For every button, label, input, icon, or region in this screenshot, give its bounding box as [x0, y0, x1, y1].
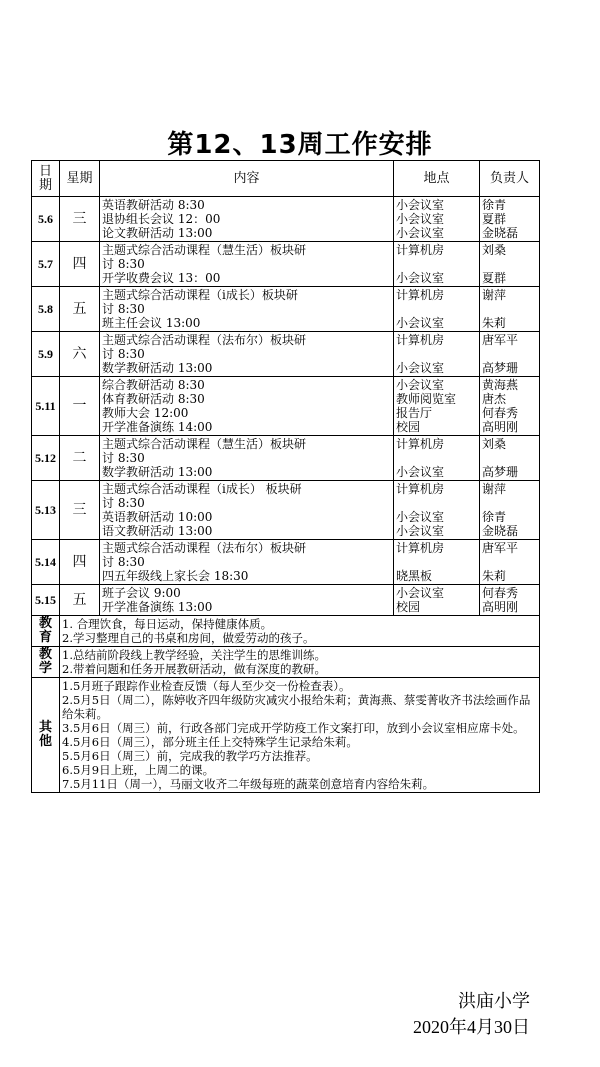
content-line: 主题式综合活动课程（慧生活）板块研	[102, 437, 307, 451]
person-cell	[480, 481, 540, 540]
blank-line	[482, 496, 537, 510]
content-line: 数学教研活动 13:00	[102, 361, 213, 375]
person-line: 唐杰	[482, 392, 507, 406]
weekday-cell: 三	[60, 197, 100, 242]
blank-line	[482, 257, 537, 271]
person-line: 何春秀	[482, 406, 519, 420]
content-line: 体育教研活动 8:30	[102, 392, 205, 406]
person-cell	[480, 540, 540, 585]
person-line: 刘桑	[482, 243, 507, 257]
person-line: 高明刚	[482, 420, 519, 434]
person-cell	[480, 436, 540, 481]
weekday-cell: 四	[60, 540, 100, 585]
content-line: 退协组长会议 12：00	[102, 212, 221, 226]
content-line: 讨 8:30	[102, 257, 145, 271]
section-content	[60, 616, 540, 647]
location-line: 小会议室	[396, 524, 445, 538]
location-line: 小会议室	[396, 465, 445, 479]
person-cell	[480, 585, 540, 616]
header-weekday: 星期	[60, 161, 100, 197]
person-line: 夏群	[482, 271, 507, 285]
content-line: 讨 8:30	[102, 496, 145, 510]
section-line: 1. 合理饮食，每日运动，保持健康体质。	[62, 617, 273, 631]
page-title: 第12、13周工作安排	[167, 130, 433, 160]
person-line: 金晓磊	[482, 226, 519, 240]
section-label-char: 教	[38, 616, 52, 631]
person-line: 谢萍	[482, 288, 507, 302]
table-header	[32, 161, 540, 197]
location-line: 小会议室	[396, 586, 445, 600]
content-line: 四五年级线上家长会 18:30	[102, 569, 249, 583]
content-line: 开学准备演练 13:00	[102, 600, 213, 614]
location-line: 计算机房	[396, 243, 445, 257]
content-line: 讨 8:30	[102, 347, 145, 361]
section-label-char: 学	[38, 661, 52, 676]
location-line: 计算机房	[396, 541, 445, 555]
content-line: 讨 8:30	[102, 302, 145, 316]
section-line: 7.5月11日（周一），马丽文收齐二年级每班的蔬菜创意培育内容给朱莉。	[62, 777, 435, 791]
notes-row	[32, 616, 540, 647]
weekday-cell: 四	[60, 242, 100, 287]
blank-line	[396, 347, 477, 361]
blank-line	[396, 302, 477, 316]
content-cell	[100, 436, 394, 481]
section-label-char: 教	[38, 647, 52, 662]
section-line: 1.5月班子跟踪作业检查反馈（每人至少交一份检查表）。	[62, 679, 351, 693]
table-row	[32, 436, 540, 481]
person-line: 谢萍	[482, 482, 507, 496]
date-cell: 5.8	[32, 287, 60, 332]
date-cell: 5.6	[32, 197, 60, 242]
blank-line	[482, 302, 537, 316]
table-row	[32, 481, 540, 540]
content-line: 数学教研活动 13:00	[102, 465, 213, 479]
location-cell	[394, 540, 480, 585]
schedule-table	[31, 160, 540, 793]
section-content	[60, 647, 540, 678]
table-row	[32, 242, 540, 287]
person-cell	[480, 377, 540, 436]
content-line: 班子会议 9:00	[102, 586, 181, 600]
date-cell: 5.15	[32, 585, 60, 616]
location-cell	[394, 242, 480, 287]
date-cell: 5.9	[32, 332, 60, 377]
content-cell	[100, 540, 394, 585]
footer-school: 洪庙小学	[458, 991, 530, 1012]
blank-line	[396, 451, 477, 465]
content-line: 班主任会议 13:00	[102, 316, 201, 330]
section-line: 2.学习整理自己的书桌和房间，做爱劳动的孩子。	[62, 631, 315, 645]
table-row	[32, 377, 540, 436]
header-location: 地点	[394, 161, 480, 197]
person-cell	[480, 287, 540, 332]
location-line: 小会议室	[396, 226, 445, 240]
blank-line	[396, 257, 477, 271]
location-line: 校园	[396, 420, 421, 434]
section-line: 2.带着问题和任务开展教研活动，做有深度的教研。	[62, 662, 326, 676]
date-cell: 5.7	[32, 242, 60, 287]
weekday-cell: 二	[60, 436, 100, 481]
person-cell	[480, 197, 540, 242]
location-cell	[394, 377, 480, 436]
weekday-cell: 一	[60, 377, 100, 436]
section-label	[32, 678, 60, 793]
section-line: 5.5月6日（周三）前，完成我的教学巧方法推荐。	[62, 749, 318, 763]
location-line: 计算机房	[396, 288, 445, 302]
location-line: 小会议室	[396, 316, 445, 330]
person-line: 唐军平	[482, 541, 519, 555]
blank-line	[482, 451, 537, 465]
notes-row	[32, 678, 540, 793]
table-row	[32, 540, 540, 585]
content-line: 讨 8:30	[102, 451, 145, 465]
section-line: 2.5月5日（周二），陈婷收齐四年级防灾减灾小报给朱莉；黄海燕、蔡雯菁收齐书法绘画作品给朱莉。	[62, 693, 531, 721]
date-cell: 5.13	[32, 481, 60, 540]
content-cell	[100, 585, 394, 616]
content-line: 主题式综合活动课程（i成长）板块研	[102, 288, 298, 302]
date-cell: 5.14	[32, 540, 60, 585]
content-cell	[100, 377, 394, 436]
date-cell: 5.12	[32, 436, 60, 481]
person-line: 何春秀	[482, 586, 519, 600]
table-row	[32, 287, 540, 332]
content-line: 讨 8:30	[102, 555, 145, 569]
content-cell	[100, 197, 394, 242]
location-line: 小会议室	[396, 198, 445, 212]
content-line: 英语教研活动 10:00	[102, 510, 213, 524]
content-line: 主题式综合活动课程（慧生活）板块研	[102, 243, 307, 257]
table-row	[32, 585, 540, 616]
person-line: 高梦珊	[482, 465, 519, 479]
person-cell	[480, 332, 540, 377]
location-line: 报告厅	[396, 406, 433, 420]
person-line: 刘桑	[482, 437, 507, 451]
table-row	[32, 332, 540, 377]
location-line: 晓黑板	[396, 569, 433, 583]
weekday-cell: 五	[60, 585, 100, 616]
content-line: 语文教研活动 13:00	[102, 524, 213, 538]
content-line: 教师大会 12:00	[102, 406, 189, 420]
blank-line	[482, 555, 537, 569]
location-cell	[394, 585, 480, 616]
person-line: 夏群	[482, 212, 507, 226]
content-line: 主题式综合活动课程（法布尔）板块研	[102, 333, 307, 347]
person-line: 高梦珊	[482, 361, 519, 375]
content-line: 综合教研活动 8:30	[102, 378, 205, 392]
person-line: 唐军平	[482, 333, 519, 347]
location-line: 计算机房	[396, 333, 445, 347]
location-line: 计算机房	[396, 437, 445, 451]
person-line: 徐青	[482, 198, 507, 212]
section-label	[32, 616, 60, 647]
section-line: 3.5月6日（周三）前，行政各部门完成开学防疫工作文案打印，放到小会议室相应席卡处。	[62, 721, 525, 735]
person-cell	[480, 242, 540, 287]
location-cell	[394, 332, 480, 377]
person-line: 黄海燕	[482, 378, 519, 392]
footer-date: 2020年4月30日	[413, 1017, 530, 1037]
section-content	[60, 678, 540, 793]
blank-line	[482, 347, 537, 361]
content-line: 主题式综合活动课程（i成长） 板块研	[102, 482, 302, 496]
location-cell	[394, 197, 480, 242]
location-cell	[394, 481, 480, 540]
section-label	[32, 647, 60, 678]
content-line: 主题式综合活动课程（法布尔）板块研	[102, 541, 307, 555]
weekday-cell: 六	[60, 332, 100, 377]
person-line: 徐青	[482, 510, 507, 524]
weekday-cell: 五	[60, 287, 100, 332]
notes-row	[32, 647, 540, 678]
header-person: 负责人	[480, 161, 540, 197]
location-cell	[394, 436, 480, 481]
content-cell	[100, 287, 394, 332]
location-line: 校园	[396, 600, 421, 614]
header-date: 日期	[32, 161, 60, 197]
blank-line	[396, 555, 477, 569]
content-cell	[100, 242, 394, 287]
section-label-char: 其	[38, 720, 52, 735]
content-line: 论文教研活动 13:00	[102, 226, 213, 240]
location-line: 小会议室	[396, 378, 445, 392]
location-line: 计算机房	[396, 482, 445, 496]
location-line: 教师阅览室	[396, 392, 457, 406]
content-line: 开学收费会议 13：00	[102, 271, 221, 285]
header-content: 内容	[100, 161, 394, 197]
section-label-char: 育	[38, 630, 52, 645]
person-line: 朱莉	[482, 316, 507, 330]
date-cell: 5.11	[32, 377, 60, 436]
location-line: 小会议室	[396, 271, 445, 285]
person-line: 朱莉	[482, 569, 507, 583]
section-line: 1.总结前阶段线上教学经验，关注学生的思维训练。	[62, 648, 326, 662]
content-line: 开学准备演练 14:00	[102, 420, 213, 434]
section-label-char: 他	[38, 734, 52, 749]
section-line: 6.5月9日上班，上周二的课。	[62, 763, 215, 777]
location-line: 小会议室	[396, 212, 445, 226]
location-line: 小会议室	[396, 510, 445, 524]
location-line: 小会议室	[396, 361, 445, 375]
weekday-cell: 三	[60, 481, 100, 540]
blank-line	[396, 496, 477, 510]
section-line: 4.5月6日（周三），部分班主任上交特殊学生记录给朱莉。	[62, 735, 358, 749]
person-line: 金晓磊	[482, 524, 519, 538]
content-line: 英语教研活动 8:30	[102, 198, 205, 212]
content-cell	[100, 332, 394, 377]
table-row	[32, 197, 540, 242]
content-cell	[100, 481, 394, 540]
person-line: 高明刚	[482, 600, 519, 614]
location-cell	[394, 287, 480, 332]
